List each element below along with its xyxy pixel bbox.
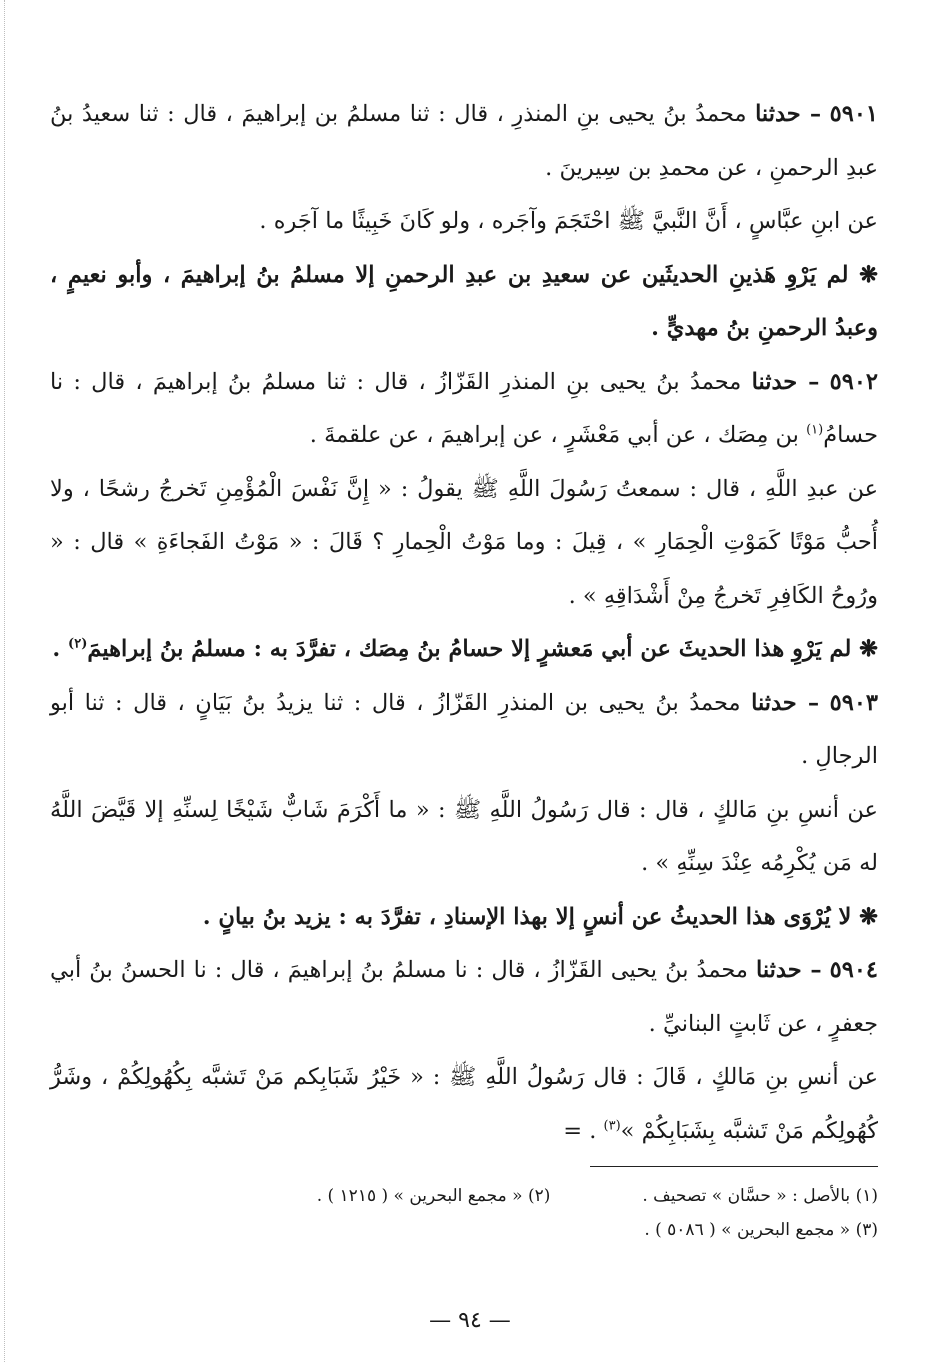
note-text-cont: . [52,636,69,662]
hadith-lead-word: حدثنا [751,368,798,395]
footnote-1 [642,1179,878,1213]
footnote-text: « مجمع البحرين » ( ٥٠٨٦ ) . [644,1220,851,1240]
hadith-number: ٥٩٠٣ [829,689,879,716]
matn-5901 [50,195,878,249]
footnote-row-1 [50,1179,878,1213]
hadith-lead-word: حدثنا [755,101,801,127]
binding-dotted-rule [4,0,5,1362]
note-text: ❋ لم يَرْوِ هذا الحديثَ عن أبي مَعشرٍ إلا حسامُ بنُ مِصَك ، تفرَّدَ به : مسلمُ بنُ إبراهيمَ [87,636,878,662]
isnad-text: محمدُ بنُ يحيى بنِ المنذرِ ، قال : ثنا مسلمُ بن إبراهيمَ ، قال : ثنا سعيدُ بنُ عبدِ الرحمنِ ، عن محمدِ بن سِيرينَ . [50,101,878,181]
footnote-ref-1: (١) [806,422,824,438]
footnote-row-2 [50,1213,878,1247]
commentary-note-1 [50,249,878,356]
hadith-number: ٥٩٠١ [829,101,878,127]
footnote-separator [590,1166,878,1167]
footnote-3 [644,1213,878,1247]
page-number: — ٩٤ — [429,1308,511,1333]
note-text: ❋ لا يُرْوَى هذا الحديثُ عن أنسٍ إلا بهذا الإسنادِ ، تفرَّدَ به : يزيد بنُ بيانٍ . [202,903,878,930]
footnotes [50,1179,878,1247]
hadith-5901: ٥٩٠١ – حدثنا محمدُ بنُ يحيى بنِ المنذرِ ، قال : ثنا مسلمُ بن إبراهيمَ ، قال : ثنا سعيدُ بنُ عبدِ الرحمنِ ، عن محمدِ بن سِيرينَ . [50,101,878,181]
commentary-note-2 [50,623,878,677]
hadith-number: ٥٩٠٤ [829,957,878,983]
footnote-mark: (٣) [855,1220,878,1240]
footnote-ref-3: (٣) [603,1118,621,1133]
matn-text: عن أنسِ بنِ مَالكٍ ، قَالَ : قال رَسُولُ اللَّهِ ﷺ : « خَيْرُ شَبَابِكم مَنْ تَشبَّه بِكُهُولِكُمْ ، وشَرُّ كُهُولِكُم مَنْ تَشبَّه بِشَبَابِكُمْ » [50,1064,878,1144]
matn-5903 [50,784,878,891]
footnote-2 [317,1179,551,1213]
main-text [50,88,878,1158]
hadith-5902: ٥٩٠٢ – حدثنا محمدُ بنُ يحيى بنِ المنذرِ القَزّازُ ، قال : ثنا مسلمُ بنُ إبراهيمَ ، قال : نا حسامُ$^{(١)}$ بن مِصَك ، عن أبي مَعْشَرٍ ، عن إبراهيمَ ، عن علقمةَ . [50,368,879,448]
isnad-text-cont: بن مِصَك ، عن أبي مَعْشَرٍ ، عن إبراهيمَ ، عن علقمةَ . [309,422,807,448]
hadith-5904: ٥٩٠٤ – حدثنا محمدُ بنُ يحيى القَزّازُ ، قال : نا مسلمُ بنُ إبراهيمَ ، قال : نا الحسنُ بنُ أبي جعفرٍ ، عن ثَابتٍ البنانيِّ . [50,957,878,1037]
isnad-text: محمدُ بنُ يحيى بنِ المنذرِ القَزّازُ ، قال : ثنا مسلمُ بنُ إبراهيمَ ، قال : نا حسامُ [50,368,878,448]
hadith-lead-word: حدثنا [755,957,802,983]
matn-5902 [50,463,878,624]
matn-5904 [50,1051,878,1158]
footnote-mark: (٢) [527,1186,551,1206]
commentary-note-3 [50,891,878,945]
matn-text-cont: . = [563,1117,604,1144]
footnote-text: « مجمع البحرين » ( ١٢١٥ ) . [316,1186,523,1206]
footnote-mark: (١) [855,1186,878,1206]
hadith-5903: ٥٩٠٣ – حدثنا محمدُ بنُ يحيى بن المنذرِ القَزّازُ ، قال : ثنا يزيدُ بنُ بَيَانٍ ، قال : ثنا أبو الرجالِ . [50,689,879,769]
hadith-number: ٥٩٠٢ [829,368,879,395]
note-text: ❋ لم يَرْوِ هَذينِ الحديثَين عن سعيدِ بن عبدِ الرحمنِ إلا مسلمُ بنُ إبراهيمَ ، وأبو نعيمٍ ، وعبدُ الرحمنِ بنُ مهديٍّ . [50,261,878,341]
matn-text: عن عبدِ اللَّهِ ، قال : سمعتُ رَسُولَ اللَّهِ ﷺ يقولُ : « إِنَّ نَفْسَ الْمُؤْمِنِ تَخرجُ رشحًا ، ولا أُحبُّ مَوْتًا كَمَوْتِ الْحِمَارِ » ، قِيلَ : وما مَوْتُ الْحِمارِ ؟ قَالَ : « مَوْتُ الفَجاءَةِ » قال : « ورُوحُ الكَافِرِ تَخرجُ مِنْ أَشْدَاقِهِ » . [50,475,878,609]
matn-text: عن ابنِ عبَّاسٍ ، أَنَّ النَّبيَّ ﷺ احْتَجَمَ وآجَره ، ولو كَانَ خَبِيثًا ما آجَره . [259,208,878,234]
matn-text: عن أنسِ بنِ مَالكٍ ، قال : قال رَسُولُ اللَّهِ ﷺ : « ما أَكْرَمَ شَابٌّ شَيْخًا لِسنِّهِ إلا قَيَّضَ اللَّهُ له مَن يُكْرِمُه عِنْدَ سِنِّهِ » . [50,796,878,876]
hadith-lead-word: حدثنا [751,689,797,716]
footnote-text: بالأصل : « حسَّان » تصحيف . [642,1186,851,1206]
isnad-text: محمدُ بنُ يحيى بن المنذرِ القَزّازُ ، قال : ثنا يزيدُ بنُ بَيَانٍ ، قال : ثنا أبو الرجالِ . [50,689,878,769]
isnad-text: محمدُ بنُ يحيى القَزّازُ ، قال : نا مسلمُ بنُ إبراهيمَ ، قال : نا الحسنُ بنُ أبي جعفرٍ ، عن ثَابتٍ البنانيِّ . [50,957,878,1037]
footnote-ref-2: (٢) [68,636,88,652]
